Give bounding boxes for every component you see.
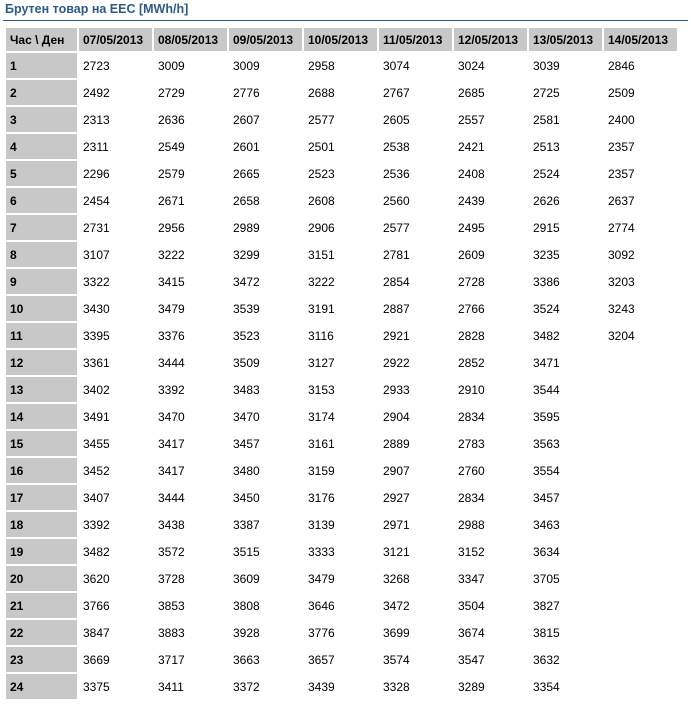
table-row [6,188,677,213]
value-cell: 2536 [383,166,410,181]
value-cell: 3544 [533,382,560,397]
value-cell: 3663 [233,652,260,667]
value-cell: 3480 [233,463,260,478]
value-cell: 2509 [608,85,635,100]
value-cell: 3523 [233,328,260,343]
value-cell [604,674,677,699]
value-cell: 3457 [533,490,560,505]
value-cell: 2665 [233,166,260,181]
value-cell: 2579 [158,166,185,181]
value-cell: 3139 [308,517,335,532]
value-cell: 2408 [458,166,485,181]
value-cell: 3333 [308,544,335,559]
value-cell: 2538 [383,139,410,154]
hour-cell: 3 [6,107,77,132]
table-row [6,539,677,564]
value-cell: 2915 [533,220,560,235]
value-cell: 3392 [83,517,110,532]
value-cell: 3361 [83,355,110,370]
value-cell: 2524 [533,166,560,181]
hour-cell: 13 [6,377,77,402]
value-cell: 3472 [233,274,260,289]
hour-cell: 14 [6,404,77,429]
value-cell: 3728 [158,571,185,586]
table-row [6,620,677,645]
value-cell: 3472 [383,598,410,613]
value-cell: 3176 [308,490,335,505]
value-cell: 3376 [158,328,185,343]
value-cell: 3609 [233,571,260,586]
table-row [6,512,677,537]
value-cell: 3024 [458,58,485,73]
table-row [6,350,677,375]
date-header: 14/05/2013 [604,28,677,51]
table-row [6,53,677,78]
hour-cell: 21 [6,593,77,618]
value-cell: 3483 [233,382,260,397]
value-cell: 3152 [458,544,485,559]
hour-cell: 1 [6,53,77,78]
value-cell: 3444 [158,490,185,505]
value-cell: 2927 [383,490,410,505]
hour-cell: 12 [6,350,77,375]
value-cell: 3407 [83,490,110,505]
value-cell: 2783 [458,436,485,451]
value-cell: 3395 [83,328,110,343]
value-cell: 3452 [83,463,110,478]
value-cell: 2608 [308,193,335,208]
value-cell: 3928 [233,625,260,640]
value-cell: 3411 [158,679,184,694]
table-row [6,485,677,510]
value-cell: 3203 [608,274,635,289]
value-cell: 3417 [158,463,185,478]
value-cell: 3563 [533,436,560,451]
value-cell: 2513 [533,139,560,154]
table-row [6,674,677,699]
value-cell [604,512,677,537]
value-cell: 2357 [608,166,635,181]
value-cell: 2560 [383,193,410,208]
value-cell: 2311 [83,139,109,154]
value-cell: 2834 [458,409,485,424]
value-cell: 2296 [83,166,110,181]
value-cell: 2421 [458,139,485,154]
value-cell: 2988 [458,517,485,532]
value-cell: 3039 [533,58,560,73]
value-cell: 2685 [458,85,485,100]
table-row [6,566,677,591]
value-cell: 3347 [458,571,485,586]
table-body [6,53,677,699]
value-cell: 2971 [383,517,410,532]
value-cell: 2760 [458,463,485,478]
hour-cell: 8 [6,242,77,267]
value-cell: 3504 [458,598,485,613]
value-cell: 2523 [308,166,335,181]
value-cell [604,485,677,510]
hour-cell: 2 [6,80,77,105]
value-cell: 3482 [533,328,560,343]
value-cell: 3463 [533,517,560,532]
table-row [6,323,677,348]
value-cell: 2958 [308,58,335,73]
value-cell: 3669 [83,652,110,667]
hour-cell: 24 [6,674,77,699]
value-cell: 2501 [308,139,335,154]
hour-cell: 9 [6,269,77,294]
value-cell: 3161 [308,436,335,451]
value-cell: 3415 [158,274,185,289]
table-row [6,593,677,618]
value-cell: 3646 [308,598,335,613]
value-cell: 2577 [308,112,335,127]
value-cell: 2887 [383,301,410,316]
value-cell: 2852 [458,355,485,370]
value-cell: 3222 [308,274,335,289]
hour-cell: 5 [6,161,77,186]
value-cell [604,458,677,483]
table-row [6,269,677,294]
value-cell: 3159 [308,463,335,478]
hour-cell: 6 [6,188,77,213]
value-cell: 3354 [533,679,560,694]
value-cell: 2828 [458,328,485,343]
value-cell: 2846 [608,58,635,73]
value-cell: 3127 [308,355,335,370]
value-cell: 3827 [533,598,560,613]
page-title: Брутен товар на ЕЕС [MWh/h] [5,2,189,16]
value-cell: 3471 [533,355,560,370]
table-row [6,296,677,321]
value-cell: 3107 [83,247,110,262]
hour-cell: 15 [6,431,77,456]
value-cell: 3372 [233,679,260,694]
value-cell: 2956 [158,220,185,235]
value-cell: 3009 [158,58,185,73]
title-bar [3,0,688,21]
value-cell: 2658 [233,193,260,208]
hour-cell: 23 [6,647,77,672]
table-row [6,458,677,483]
value-cell: 3883 [158,625,185,640]
hour-cell: 10 [6,296,77,321]
table-row [6,107,677,132]
value-cell: 3328 [383,679,410,694]
value-cell [604,647,677,672]
value-cell: 3444 [158,355,185,370]
value-cell: 3572 [158,544,185,559]
value-cell: 2357 [608,139,635,154]
table-row [6,80,677,105]
value-cell: 2889 [383,436,410,451]
value-cell: 3392 [158,382,185,397]
value-cell: 2671 [158,193,185,208]
value-cell: 2904 [383,409,410,424]
value-cell: 3574 [383,652,410,667]
value-cell: 2725 [533,85,560,100]
value-cell: 3479 [158,301,185,316]
value-cell: 2557 [458,112,485,127]
value-cell: 3595 [533,409,560,424]
value-cell: 3116 [308,328,334,343]
date-header: 13/05/2013 [529,28,602,51]
value-cell: 2834 [458,490,485,505]
value-cell: 3375 [83,679,110,694]
value-cell: 3479 [308,571,335,586]
value-cell: 3470 [158,409,185,424]
value-cell: 3153 [308,382,335,397]
value-cell: 3554 [533,463,560,478]
value-cell: 3417 [158,436,185,451]
value-cell: 3243 [608,301,635,316]
value-cell: 3439 [308,679,335,694]
hour-cell: 18 [6,512,77,537]
value-cell: 2906 [308,220,335,235]
value-cell: 3634 [533,544,560,559]
value-cell: 2688 [308,85,335,100]
value-cell: 3204 [608,328,635,343]
date-header: 07/05/2013 [79,28,152,51]
value-cell: 3620 [83,571,110,586]
value-cell: 3853 [158,598,185,613]
value-cell: 3717 [158,652,185,667]
value-cell: 3430 [83,301,110,316]
value-cell: 2774 [608,220,635,235]
hour-cell: 17 [6,485,77,510]
value-cell: 3524 [533,301,560,316]
value-cell: 3151 [308,247,335,262]
value-cell [604,377,677,402]
date-header: 12/05/2013 [454,28,527,51]
value-cell: 3776 [308,625,335,640]
value-cell: 3632 [533,652,560,667]
value-cell: 2577 [383,220,410,235]
value-cell: 3509 [233,355,260,370]
value-cell: 2637 [608,193,635,208]
value-cell: 2781 [383,247,410,262]
value-cell: 3174 [308,409,335,424]
value-cell: 2636 [158,112,185,127]
table-header-row [6,28,677,51]
value-cell: 3766 [83,598,110,613]
hour-cell: 11 [6,323,77,348]
value-cell [604,620,677,645]
value-cell: 3847 [83,625,110,640]
value-cell: 3450 [233,490,260,505]
value-cell: 3387 [233,517,260,532]
value-cell: 3808 [233,598,260,613]
date-header: 10/05/2013 [304,28,377,51]
value-cell: 2767 [383,85,410,100]
value-cell: 3705 [533,571,560,586]
value-cell: 3657 [308,652,335,667]
value-cell: 2854 [383,274,410,289]
value-cell: 3121 [383,544,410,559]
value-cell: 3491 [83,409,110,424]
value-cell: 3009 [233,58,260,73]
value-cell: 3699 [383,625,410,640]
value-cell: 2910 [458,382,485,397]
value-cell: 2454 [83,193,110,208]
value-cell: 3386 [533,274,560,289]
value-cell: 2907 [383,463,410,478]
table-row [6,431,677,456]
hour-cell: 4 [6,134,77,159]
value-cell: 2922 [383,355,410,370]
value-cell: 3092 [608,247,635,262]
value-cell: 3402 [83,382,110,397]
table-row [6,134,677,159]
value-cell: 3815 [533,625,560,640]
value-cell: 2731 [83,220,110,235]
value-cell: 2729 [158,85,185,100]
value-cell: 2495 [458,220,485,235]
value-cell: 2549 [158,139,185,154]
value-cell: 3470 [233,409,260,424]
table-row [6,161,677,186]
value-cell [604,593,677,618]
value-cell: 2601 [233,139,260,154]
value-cell [604,404,677,429]
corner-header: Час \ Ден [6,28,77,51]
value-cell [604,431,677,456]
value-cell: 2607 [233,112,260,127]
table-row [6,647,677,672]
table-row [6,377,677,402]
value-cell: 2605 [383,112,410,127]
value-cell: 3457 [233,436,260,451]
value-cell [604,350,677,375]
value-cell: 2492 [83,85,110,100]
load-table [4,26,679,701]
hour-cell: 22 [6,620,77,645]
value-cell [604,539,677,564]
value-cell: 2921 [383,328,410,343]
value-cell: 3322 [83,274,110,289]
value-cell: 3547 [458,652,485,667]
date-header: 08/05/2013 [154,28,227,51]
value-cell: 2933 [383,382,410,397]
value-cell [604,566,677,591]
hour-cell: 16 [6,458,77,483]
hour-cell: 19 [6,539,77,564]
value-cell: 2989 [233,220,260,235]
hour-cell: 20 [6,566,77,591]
value-cell: 3299 [233,247,260,262]
value-cell: 2581 [533,112,560,127]
date-header: 09/05/2013 [229,28,302,51]
table-row [6,242,677,267]
value-cell: 2723 [83,58,110,73]
value-cell: 3289 [458,679,485,694]
value-cell: 3674 [458,625,485,640]
table-row [6,215,677,240]
value-cell: 2776 [233,85,260,100]
value-cell: 3515 [233,544,260,559]
value-cell: 2728 [458,274,485,289]
hour-cell: 7 [6,215,77,240]
value-cell: 2609 [458,247,485,262]
value-cell: 3191 [308,301,335,316]
value-cell: 3222 [158,247,185,262]
value-cell: 2439 [458,193,485,208]
table-row [6,404,677,429]
value-cell: 3438 [158,517,185,532]
value-cell: 3235 [533,247,560,262]
value-cell: 3455 [83,436,110,451]
date-header: 11/05/2013 [379,28,452,51]
value-cell: 3539 [233,301,260,316]
value-cell: 2400 [608,112,635,127]
value-cell: 2626 [533,193,560,208]
value-cell: 3268 [383,571,410,586]
value-cell: 3482 [83,544,110,559]
value-cell: 3074 [383,58,410,73]
value-cell: 2766 [458,301,485,316]
value-cell: 2313 [83,112,110,127]
